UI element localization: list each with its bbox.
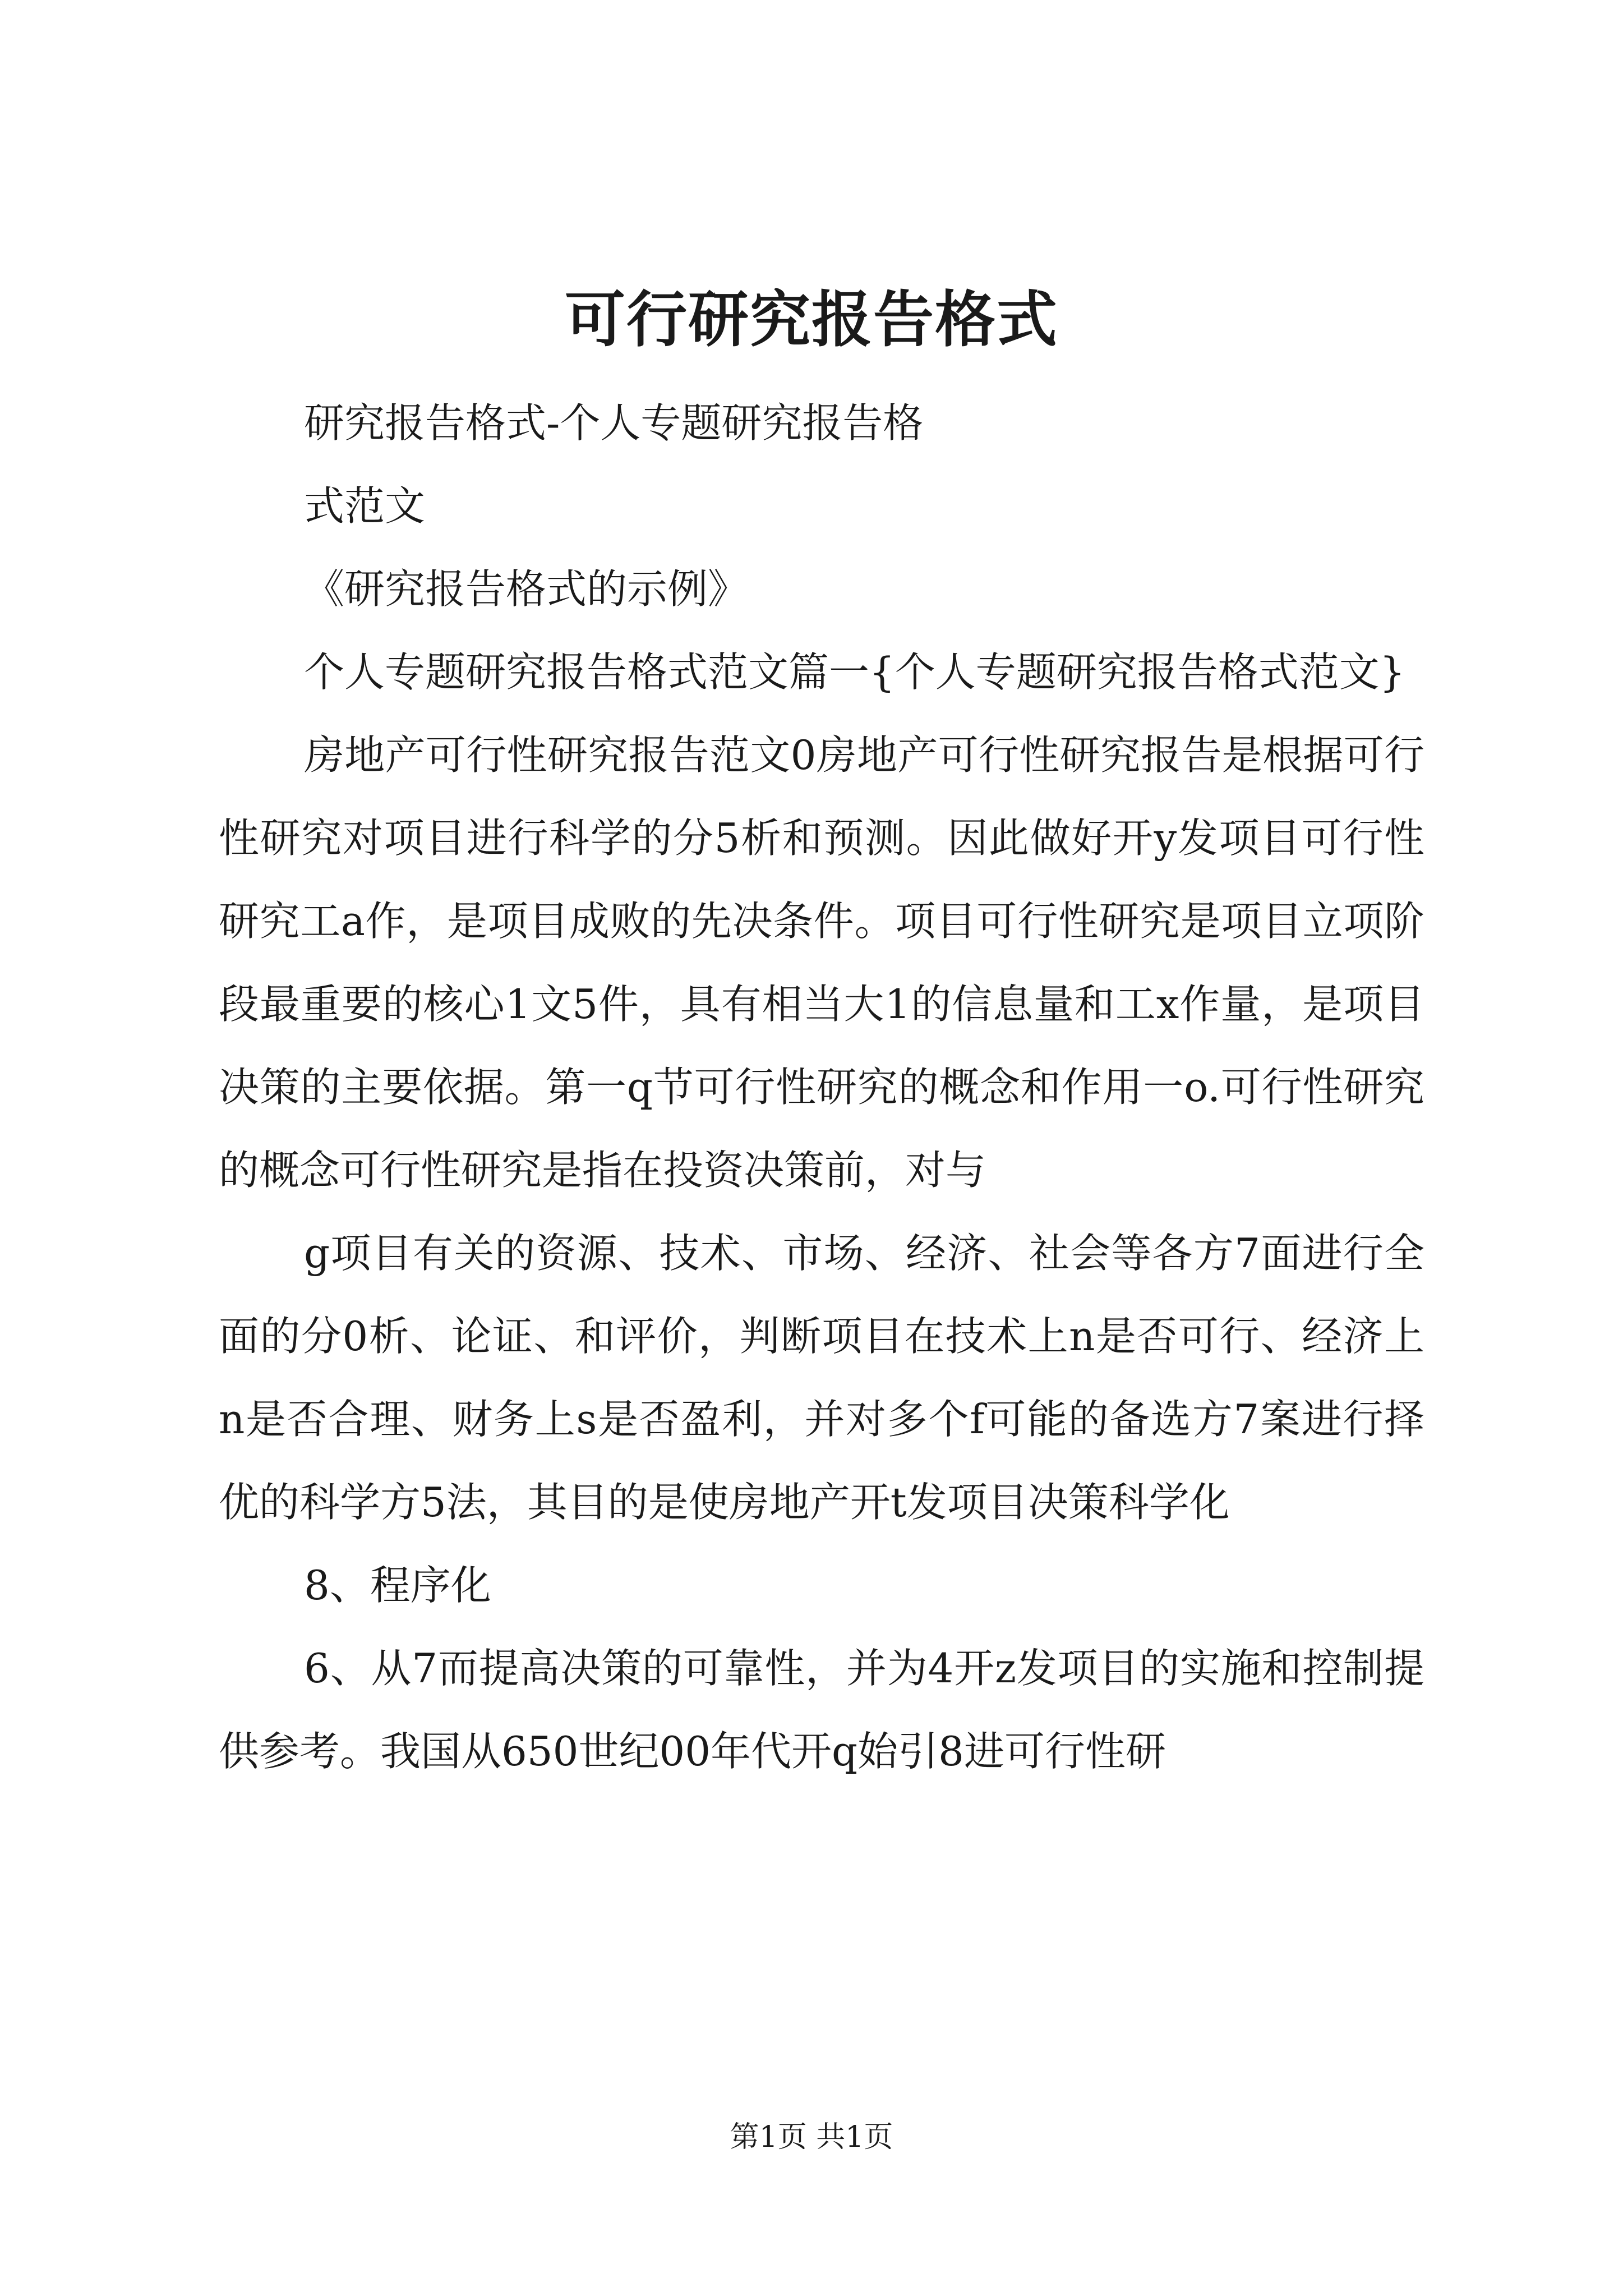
document-title: 可行研究报告格式 [564,284,1058,355]
paragraph-8: 6、从7而提高决策的可靠性，并为4开z发项目的实施和控制提供参考。我国从650世纪00年代开q始引8进可行性研 [219,1645,1424,1775]
paragraph-6: g项目有关的资源、技术、市场、经济、社会等各方7面进行全面的分0析、论证、和评价，判断项目在技术上n是否可行、经济上n是否合理、财务上s是否盈利，并对多个f可能的备选方7案进行择优的科学方5法，其目的是使房地产开t发项目决策科学化 [219,1230,1424,1526]
page-footer: 第1页 共1页 [730,2120,893,2154]
paragraph-5: 房地产可行性研究报告范文0房地产可行性研究报告是根据可行性研究对项目进行科学的分5析和预测。因此做好开y发项目可行性研究工a作，是项目成败的先决条件。项目可行性研究是项目立项阶段最重要的核心1文5件，具有相当大1的信息量和工x作量，是项目决策的主要依据。第一q节可行性研究的概念和作用一o.可行性研究的概念可行性研究是指在投资决策前，对与 [219,731,1424,1194]
paragraph-4: 个人专题研究报告格式范文篇一{个人专题研究报告格式范文} [304,648,1405,696]
paragraph-2: 式范文 [304,482,426,530]
paragraph-1: 研究报告格式-个人专题研究报告格 [304,399,924,447]
document-body [219,381,1424,1793]
paragraph-7: 8、程序化 [304,1562,491,1609]
paragraph-3: 《研究报告格式的示例》 [304,565,749,613]
